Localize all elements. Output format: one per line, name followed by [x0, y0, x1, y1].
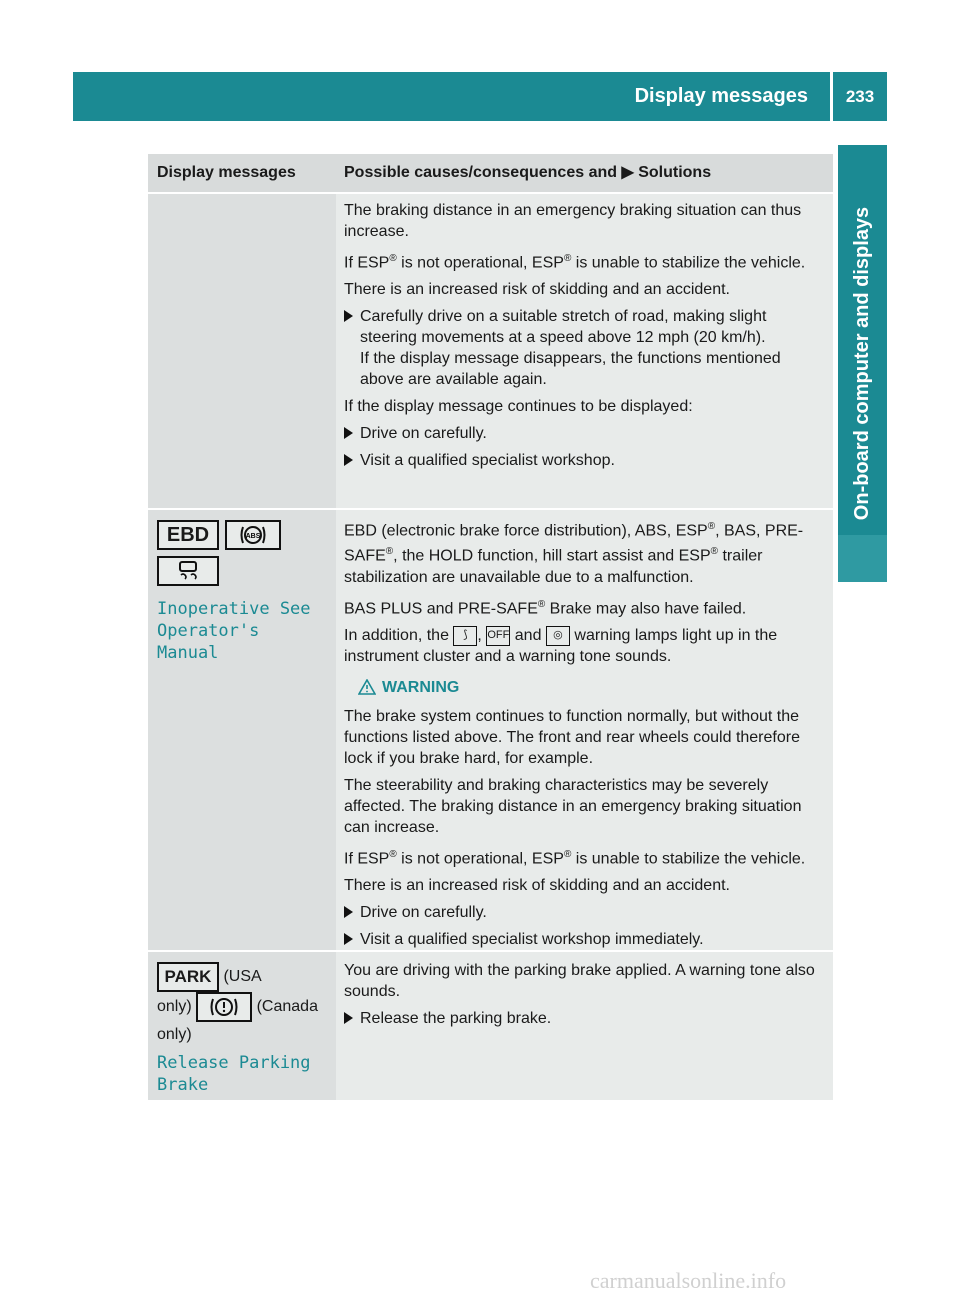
message-cell: PARK (USA only) (Canada only) Release Parking Brake [148, 952, 336, 1100]
side-tab-label: On-board computer and displays [851, 206, 874, 521]
causes-cell [336, 952, 833, 1100]
abs-icon [225, 520, 281, 550]
text: In addition, the ⟆ , OFF and ◎ warning lamps light up in the instrument cluster and a warning tone sounds. [344, 626, 778, 665]
display-messages-table [148, 154, 833, 1100]
warning-triangle-icon [358, 679, 376, 695]
text: If ESP® is not operational, ESP® is unable to stabilize the vehicle. [344, 848, 806, 868]
instruction: Drive on carefully. [344, 902, 825, 923]
arrow-icon [344, 423, 360, 444]
side-tab-marker [838, 535, 887, 582]
arrow-icon [344, 450, 360, 471]
col-header-messages: Display messages [157, 164, 296, 181]
instruction: Visit a qualified specialist workshop immediately. [344, 929, 825, 950]
instruction: Visit a qualified specialist workshop. [344, 450, 825, 471]
message-inoperative-1: Inoperative See [157, 599, 311, 619]
abs-icon: ◎ [546, 626, 570, 646]
text: There is an increased risk of skidding and an accident. [344, 281, 730, 299]
text: The braking distance in an emergency braking situation can thus increase. [344, 202, 802, 240]
table-header [148, 154, 833, 192]
park-icon: PARK [157, 962, 219, 992]
page-title: Display messages [634, 85, 808, 107]
message-cell [148, 194, 336, 508]
causes-cell [336, 194, 833, 508]
text: The brake system continues to function normally, but without the functions listed above. The front and rear wheels could therefore lock if you brake hard, for example. [344, 707, 800, 767]
arrow-icon [344, 902, 360, 923]
text: EBD (electronic brake force distribution), ABS, ESP®, BAS, PRE-SAFE®, the HOLD function, hill start assist and ESP® trailer stabilization are unavailable due to a malfunction. [344, 521, 804, 586]
ebd-icon: EBD [157, 520, 219, 550]
arrow-icon [344, 1008, 360, 1029]
parking-brake-icon [196, 992, 252, 1022]
esp-skid-icon: ⟆ [453, 626, 477, 646]
instruction: Drive on carefully. [344, 423, 825, 444]
page-number: 233 [845, 87, 875, 106]
arrow-icon [344, 306, 360, 390]
table-row [148, 192, 833, 508]
watermark: carmanualsonline.info [590, 1268, 787, 1293]
arrow-icon [344, 929, 360, 950]
table-row [148, 508, 833, 950]
causes-cell [336, 510, 833, 950]
message-inoperative-2: Operator's Manual [157, 621, 260, 663]
text: You are driving with the parking brake applied. A warning tone also sounds. [344, 962, 815, 1000]
table-row [148, 950, 833, 1100]
warning-heading: WARNING [358, 677, 825, 698]
text: The steerability and braking characteristics may be severely affected. The braking distance in an emergency braking situation can increase. [344, 776, 802, 836]
message-cell [148, 510, 336, 950]
side-tab-label-wrap [838, 145, 887, 582]
text: BAS PLUS and PRE-SAFE® Brake may also have failed. [344, 598, 747, 617]
col-header-causes: Possible causes/consequences and ▶ Solutions [344, 164, 712, 181]
message-release-2: Brake [157, 1075, 209, 1095]
text: If the display message continues to be displayed: [344, 398, 693, 416]
instruction: Carefully drive on a suitable stretch of road, making slight steering movements at a speed above 12 mph (20 km/h). If the display message disappears, the functions mentioned above are available again. [344, 306, 825, 390]
text: There is an increased risk of skidding and an accident. [344, 877, 730, 895]
svg-text:ABS: ABS [245, 533, 261, 540]
text: If ESP® is not operational, ESP® is unable to stabilize the vehicle. [344, 253, 806, 272]
esp-skid-icon [157, 556, 219, 586]
instruction: Release the parking brake. [344, 1008, 825, 1029]
message-release-1: Release Parking [157, 1053, 311, 1073]
esp-off-icon: OFF [486, 626, 510, 646]
